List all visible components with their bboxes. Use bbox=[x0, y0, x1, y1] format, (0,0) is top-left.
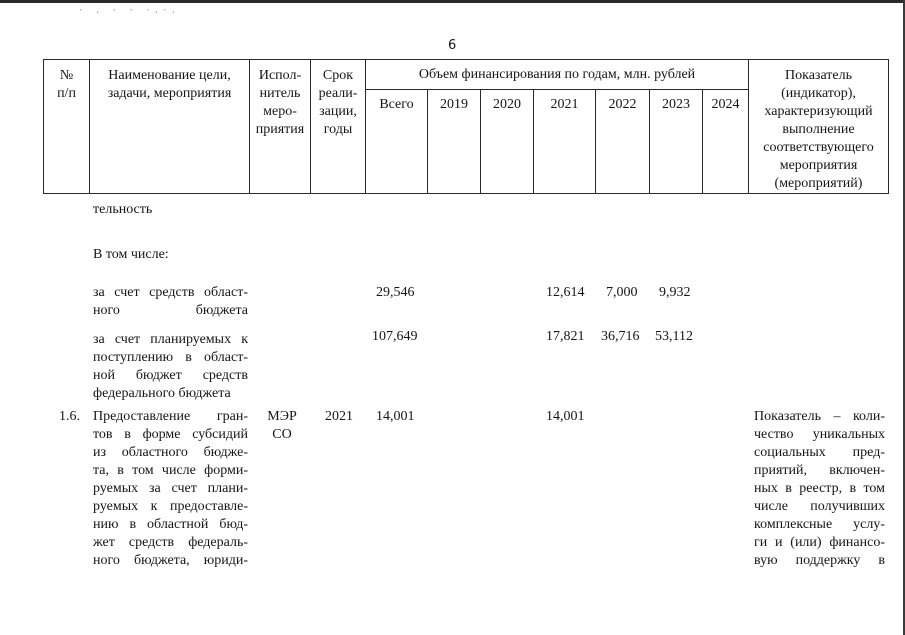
regional-budget-name: за счет средств област- ного бюджета bbox=[93, 285, 248, 318]
item-1-6-2021: 14,001 bbox=[546, 409, 585, 424]
header-col-2019: 2019 bbox=[440, 97, 468, 112]
page-number: 6 bbox=[448, 38, 457, 53]
including-label: В том числе: bbox=[93, 247, 169, 262]
federal-2021: 17,821 bbox=[546, 329, 585, 344]
header-indicator: Показатель (индикатор), характеризующий выполнение соответствующего мероприятия (мероприятий) bbox=[763, 68, 874, 191]
header-col-2024: 2024 bbox=[711, 97, 740, 112]
item-1-6-number: 1.6. bbox=[59, 409, 80, 424]
federal-total: 107,649 bbox=[372, 329, 418, 344]
regional-total: 29,546 bbox=[376, 285, 415, 300]
header-name: Наименование цели, задачи, мероприятия bbox=[107, 68, 232, 101]
continuation-text: тельность bbox=[93, 202, 153, 217]
item-1-6-name: Предоставление гран- тов в форме субсидий из областного бюдже- та, в том числе форми- руемых за счет плани- руемых к предоставле- нию в областной бюд- жет средств федераль- ного бюджета, юриди- bbox=[93, 409, 248, 568]
federal-2023: 53,112 bbox=[655, 329, 693, 344]
header-col-2021: 2021 bbox=[550, 97, 579, 112]
federal-budget-name: за счет планируемых к поступлению в област- ной бюджет средств федерального бюджета bbox=[93, 332, 248, 401]
scan-marks: · . · · ·.·. bbox=[78, 6, 180, 16]
header-col-2020: 2020 bbox=[493, 97, 521, 112]
regional-2022: 7,000 bbox=[606, 285, 638, 300]
header-term: Срок реали- зации, годы bbox=[318, 68, 358, 137]
regional-2021: 12,614 bbox=[546, 285, 585, 300]
scan-edge-top bbox=[0, 0, 905, 3]
item-1-6-indicator: Показатель – коли- чество уникальных социальных пред- приятий, включен- ных в реестр, в том числе получивших комплексные услу- ги и (или) финансо- вую поддержку в bbox=[754, 409, 885, 568]
federal-2022: 36,716 bbox=[601, 329, 640, 344]
item-1-6-executor: МЭР СО bbox=[267, 409, 297, 442]
header-col-2023: 2023 bbox=[662, 97, 690, 112]
header-executor: Испол- нитель меро- приятия bbox=[255, 68, 305, 137]
header-financing-title: Объем финансирования по годам, млн. рублей bbox=[418, 67, 696, 82]
header-col-2022: 2022 bbox=[608, 97, 637, 112]
header-col-total: Всего bbox=[379, 97, 414, 112]
item-1-6-total: 14,001 bbox=[376, 409, 415, 424]
item-1-6-term: 2021 bbox=[325, 409, 353, 424]
regional-2023: 9,932 bbox=[659, 285, 691, 300]
header-num: № п/п bbox=[57, 68, 76, 101]
